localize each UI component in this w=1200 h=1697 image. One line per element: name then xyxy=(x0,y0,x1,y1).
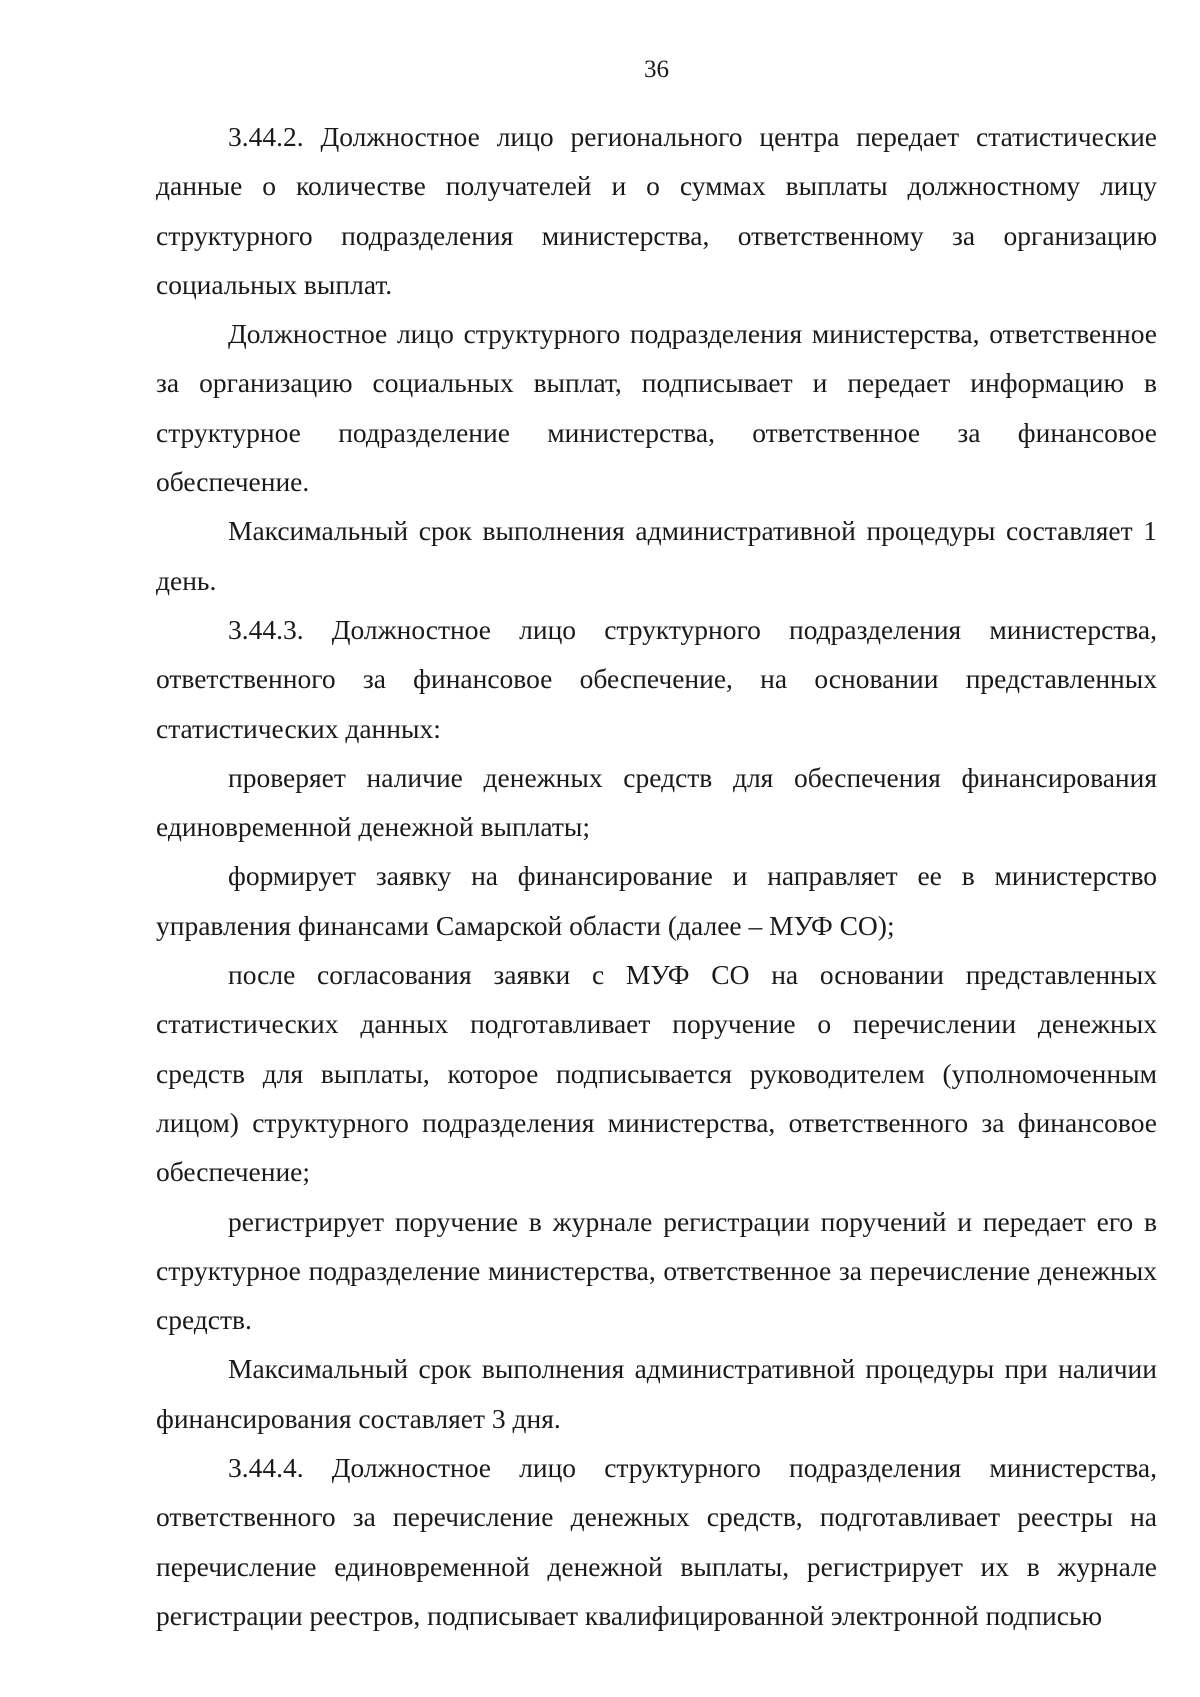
paragraph-3-44-3: 3.44.3. Должностное лицо структурного подразделения министерства, ответственного за финансовое обеспечение, на основании представленных статистических данных: xyxy=(156,613,1157,744)
page-number: 36 xyxy=(644,56,669,83)
paragraph-registers-order: регистрирует поручение в журнале регистрации поручений и передает его в структурное подразделение министерства, ответственное за перечисление денежных средств. xyxy=(156,1205,1157,1336)
paragraph-after-approval: после согласования заявки с МУФ СО на основании представленных статистических данных подготавливает поручение о перечислении денежных средств для выплаты, которое подписывается руководителем (уполномоченным лицом) структурного подразделения министерства, ответственного за финансовое обеспечение; xyxy=(156,959,1157,1188)
document-body xyxy=(156,112,1157,1640)
paragraph-max-term-1-day: Максимальный срок выполнения административной процедуры составляет 1 день. xyxy=(156,515,1157,596)
paragraph-3-44-2: 3.44.2. Должностное лицо регионального центра передает статистические данные о количестве получателей и о суммах выплаты должностному лицу структурного подразделения министерства, ответственному за организацию социальных выплат. xyxy=(156,121,1157,300)
paragraph-max-term-3-days: Максимальный срок выполнения административной процедуры при наличии финансирования составляет 3 дня. xyxy=(156,1353,1157,1434)
paragraph-responsible-official: Должностное лицо структурного подразделения министерства, ответственное за организацию социальных выплат, подписывает и передает информацию в структурное подразделение министерства, ответственное за финансовое обеспечение. xyxy=(156,318,1157,498)
paragraph-forms-request: формирует заявку на финансирование и направляет ее в министерство управления финансами Самарской области (далее – МУФ СО); xyxy=(156,860,1157,941)
paragraph-checks-funds: проверяет наличие денежных средств для обеспечения финансирования единовременной денежной выплаты; xyxy=(156,761,1157,843)
paragraph-3-44-4: 3.44.4. Должностное лицо структурного подразделения министерства, ответственного за перечисление денежных средств, подготавливает реестры на перечисление единовременной денежной выплаты, регистрирует их в журнале регистрации реестров, подписывает квалифицированной электронной подписью xyxy=(156,1452,1157,1631)
